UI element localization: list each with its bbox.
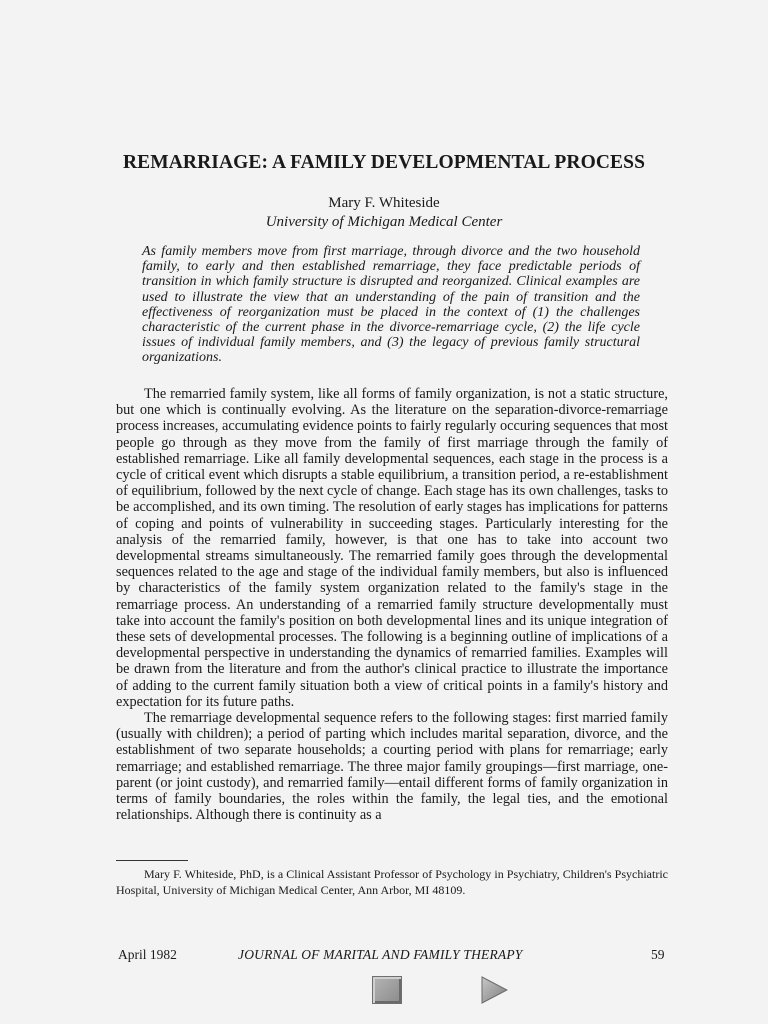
- play-triangle-icon[interactable]: [480, 976, 508, 1004]
- page-number: 59: [651, 947, 665, 962]
- footnote: Mary F. Whiteside, PhD, is a Clinical Assistant Professor of Psychology in Psychiatry, Children's Psychiatric Hospital, University of Michigan Medical Center, Ann Arbor, MI 48109.: [116, 867, 668, 897]
- article-title: REMARRIAGE: A FAMILY DEVELOPMENTAL PROCESS: [122, 152, 646, 173]
- stop-square-icon[interactable]: [372, 976, 402, 1004]
- footnote-rule: [116, 860, 188, 861]
- author-name: Mary F. Whiteside: [328, 195, 440, 211]
- paragraph: The remarriage developmental sequence refers to the following stages: first married family (usually with children); a period of parting which includes marital separation, divorce, and the establishment of two separate households; a courting period with plans for remarriage; early remarriage; and established remarriage. The three major family groupings—first marriage, one-parent (or joint custody), and remarried family—entail different forms of family organization in terms of family boundaries, the roles within the family, the legal ties, and the emotional relationships. Although there is continuity as a: [116, 710, 668, 824]
- author-affiliation: University of Michigan Medical Center: [265, 214, 503, 230]
- abstract: As family members move from first marriage, through divorce and the two household family, to early and then established remarriage, they face predictable periods of transition in which family structure is disrupted and reorganized. Clinical examples are used to illustrate the view that an understanding of the pain of transition and the effectiveness of reorganization must be placed in the context of (1) the challenges characteristic of the current phase in the divorce-remarriage cycle, (2) the life cycle issues of individual family members, and (3) the legacy of previous family structural organizations.: [142, 244, 640, 366]
- footer-journal-name: JOURNAL OF MARITAL AND FAMILY THERAPY: [238, 947, 523, 962]
- paragraph: The remarried family system, like all forms of family organization, is not a static structure, but one which is continually evolving. As the literature on the separation-divorce-remarriage process increases, accumulating evidence points to fairly regularly occuring sequences that most people go through as they move from the family of first marriage through the family of established remarriage. Like all family developmental sequences, each stage in the process is a cycle of critical event which disrupts a stable equilibrium, a transition period, a re-establishment of equilibrium, followed by the next cycle of change. Each stage has its own challenges, tasks to be accomplished, and its own timing. The resolution of early stages has implications for patterns of coping and points of vulnerability in succeeding stages. Particularly interesting for the analysis of the remarried family, however, is that one has to take into account two developmental streams simultaneously. The remarried family goes through the developmental sequences related to the age and stage of the individual family members, but also is influenced by characteristics of the family system organization related to the family's stage in the remarriage process. An understanding of a remarried family structure developmentally must take into account the family's position on both developmental lines and its unique integration of these sets of developmental processes. The following is a beginning outline of implications of a developmental perspective in understanding the dynamics of remarried families. Examples will be drawn from the literature and from the author's clinical practice to illustrate the importance of adding to the current family situation both a view of critical points in a family's history and expectation for its future paths.: [116, 386, 668, 710]
- body-text: [116, 386, 668, 823]
- footer-date: April 1982: [118, 947, 177, 962]
